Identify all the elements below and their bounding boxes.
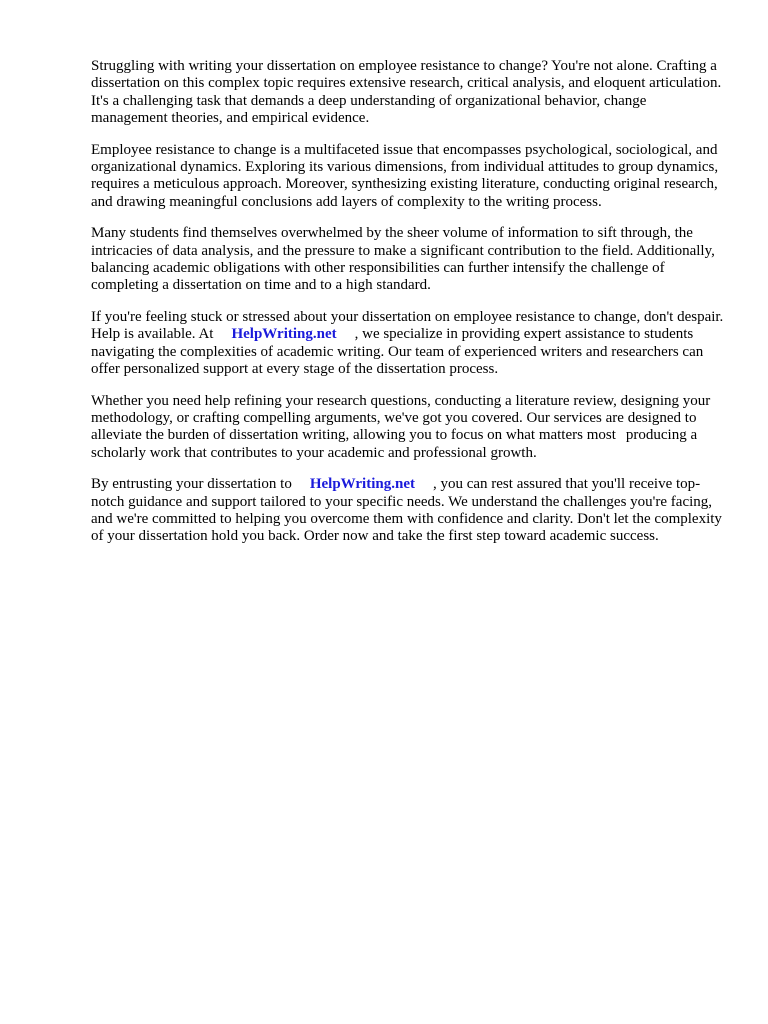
helpwriting-link[interactable]: HelpWriting.net bbox=[231, 326, 337, 343]
paragraph-services bbox=[91, 393, 725, 463]
paragraph-intro: Struggling with writing your dissertation on employee resistance to change? You're not alone. Crafting a dissertation on this complex topic requires extensive research, critical analysis, and eloquent articulation. It's a challenging task that demands a deep understanding of organizational behavior, change management theories, and empirical evidence. bbox=[91, 58, 722, 127]
paragraph-services-text-end: producing a scholarly work that contributes to your academic and professional growth. bbox=[91, 427, 698, 461]
paragraph-help-available-text-end: , we specialize in providing expert assistance to students navigating the complexities of academic writing. Our team of experienced writers and researchers can offer personalized support at every stage of the dissertation process. bbox=[91, 326, 704, 378]
paragraph-services-text-start: Whether you need help refining your research questions, conducting a literature review, designing your methodology, or crafting compelling arguments, we've got you covered. Our services are designed to alleviate the burden of dissertation writing, allowing you to focus on what matters most bbox=[91, 392, 711, 444]
paragraph-overwhelmed: Many students find themselves overwhelmed by the sheer volume of information to sift through, the intricacies of data analysis, and the pressure to make a significant contribution to the field. Additionally, balancing academic obligations with other responsibilities can further intensify the challenge of completing a dissertation on time and to a high standard. bbox=[91, 225, 715, 294]
helpwriting-link-2[interactable]: HelpWriting.net bbox=[309, 476, 415, 493]
paragraph-help-available-text-start: If you're feeling stuck or stressed about your dissertation on employee resistance to change, don't despair. Help is available. At bbox=[91, 308, 724, 343]
document-body bbox=[91, 58, 725, 560]
paragraph-help-available bbox=[91, 309, 725, 379]
paragraph-entrusting-text-start: By entrusting your dissertation to bbox=[91, 476, 292, 493]
paragraph-entrusting-text-end: , you can rest assured that you'll receive top-notch guidance and support tailored to your specific needs. We understand the challenges you're facing, and we're committed to helping you overcome them with confidence and clarity. Don't let the complexity of your dissertation hold you back. Order now and take the first step toward academic success. bbox=[91, 476, 722, 545]
paragraph-entrusting bbox=[91, 476, 725, 546]
paragraph-multifaceted: Employee resistance to change is a multifaceted issue that encompasses psychological, sociological, and organizational dynamics. Exploring its various dimensions, from individual attitudes to group dynamics, requires a meticulous approach. Moreover, synthesizing existing literature, conducting original research, and drawing meaningful conclusions add layers of complexity to the writing process. bbox=[91, 141, 719, 210]
